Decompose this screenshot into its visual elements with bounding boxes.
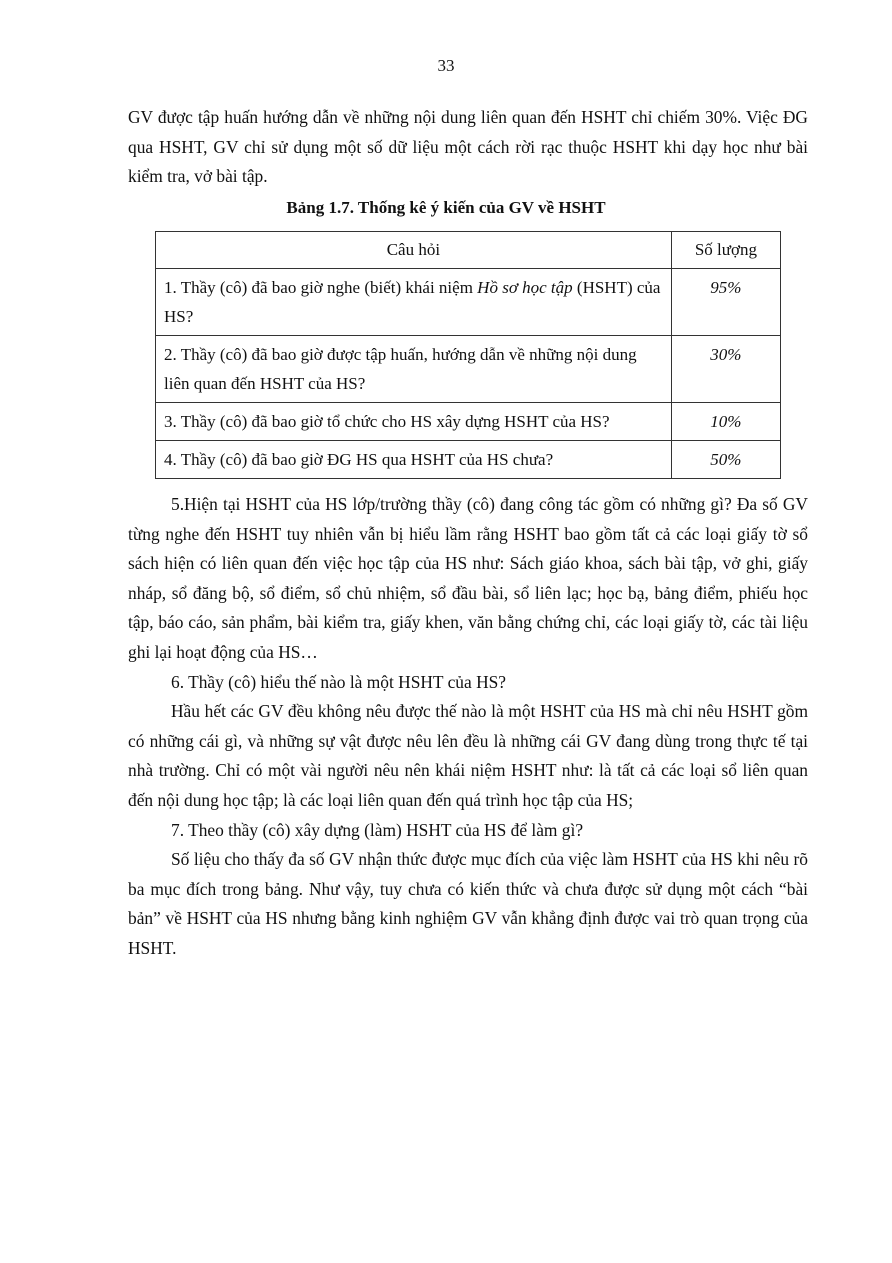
table-row	[156, 269, 781, 336]
survey-table	[155, 231, 781, 479]
question-text-after: (HSHT) của HS?	[164, 278, 661, 326]
table-header-row	[156, 232, 781, 269]
value-cell: 95%	[671, 269, 780, 336]
question-text: 1. Thầy (cô) đã bao giờ nghe (biết) khái niệm	[164, 278, 478, 297]
table-row	[156, 403, 781, 441]
header-value: Số lượng	[671, 232, 780, 269]
question-6-heading: 6. Thầy (cô) hiểu thế nào là một HSHT của HS?	[171, 671, 507, 692]
value-cell: 30%	[671, 336, 780, 403]
value-cell: 10%	[671, 403, 780, 441]
question-5-paragraph: 5.Hiện tại HSHT của HS lớp/trường thầy (cô) đang công tác gồm có những gì? Đa số GV từng nghe đến HSHT tuy nhiên vẫn bị hiểu lầm rằng HSHT bao gồm tất cả các loại giấy tờ sổ sách hiện có liên quan đến việc học tập của HS như: Sách giáo khoa, sách bài tập, vở ghi, giấy nháp, sổ đăng bộ, sổ điểm, sổ chủ nhiệm, sổ đầu bài, sổ liên lạc; học bạ, bảng điểm, phiếu học tập, báo cáo, sản phẩm, bài kiểm tra, giấy khen, văn bằng chứng chỉ, các loại giấy tờ, các tài liệu ghi lại hoạt động của HS…	[128, 494, 808, 662]
question-7-heading: 7. Theo thầy (cô) xây dựng (làm) HSHT của HS để làm gì?	[171, 819, 584, 840]
page-number: 33	[437, 56, 455, 75]
body-text	[128, 490, 808, 964]
table-row	[156, 441, 781, 479]
question-text: 3. Thầy (cô) đã bao giờ tổ chức cho HS xây dựng HSHT của HS?	[164, 412, 610, 431]
answer-6-paragraph: Hầu hết các GV đều không nêu được thế nào là một HSHT của HS mà chỉ nêu HSHT gồm có những cái gì, và những sự vật được nêu lên đều là những cái GV đang dùng trong thực tế tại nhà trường. Chỉ có một vài người nêu nên khái niệm HSHT như: là tất cả các loại sổ liên quan đến nội dung học tập; là các loại liên quan đến quá trình học tập của HS;	[128, 701, 808, 810]
table-title: Bảng 1.7. Thống kê ý kiến của GV về HSHT	[286, 198, 606, 217]
intro-paragraph: GV được tập huấn hướng dẫn về những nội dung liên quan đến HSHT chỉ chiếm 30%. Việc ĐG qua HSHT, GV chỉ sử dụng một số dữ liệu một cách rời rạc thuộc HSHT khi dạy học như bài kiểm tra, vở bài tập.	[128, 107, 808, 187]
question-text: 2. Thầy (cô) đã bao giờ được tập huấn, hướng dẫn về những nội dung liên quan đến HSHT của HS?	[164, 345, 637, 393]
question-cell	[156, 403, 672, 441]
question-cell	[156, 336, 672, 403]
answer-7-paragraph: Số liệu cho thấy đa số GV nhận thức được mục đích của việc làm HSHT của HS khi nêu rõ ba mục đích trong bảng. Như vậy, tuy chưa có kiến thức và chưa được sử dụng một cách “bài bản” về HSHT của HS nhưng bằng kinh nghiệm GV vẫn khẳng định được vai trò quan trọng của HSHT.	[128, 849, 808, 958]
question-cell	[156, 441, 672, 479]
table-row	[156, 336, 781, 403]
question-text: 4. Thầy (cô) đã bao giờ ĐG HS qua HSHT của HS chưa?	[164, 450, 554, 469]
value-cell: 50%	[671, 441, 780, 479]
question-text-italic: Hồ sơ học tập	[477, 278, 573, 297]
question-cell	[156, 269, 672, 336]
header-question: Câu hỏi	[156, 232, 672, 269]
